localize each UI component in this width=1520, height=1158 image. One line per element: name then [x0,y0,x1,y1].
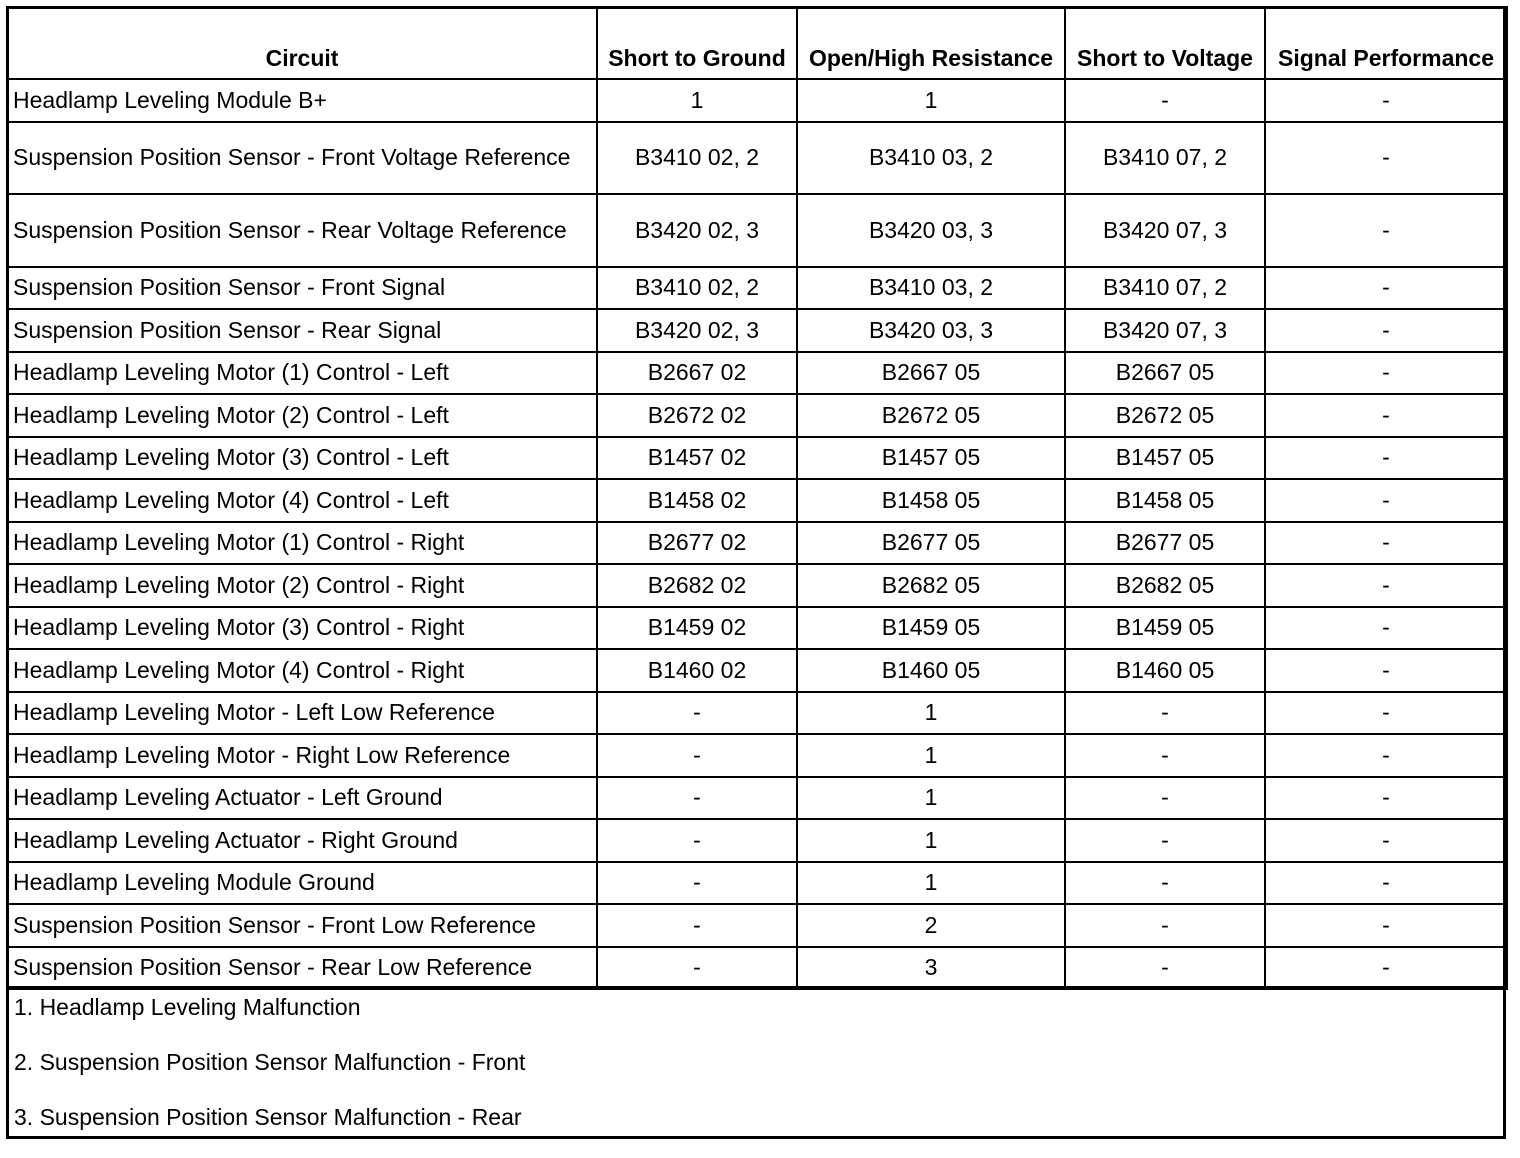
short-ground-cell: - [597,692,797,735]
circuit-cell: Headlamp Leveling Actuator - Right Ground [7,819,597,862]
open-high-cell: 1 [797,79,1065,122]
header-signal-performance: Signal Performance [1265,7,1507,79]
header-short-to-ground: Short to Ground [597,7,797,79]
short-ground-cell: B1460 02 [597,649,797,692]
open-high-cell: 1 [797,777,1065,820]
circuit-cell: Suspension Position Sensor - Rear Signal [7,309,597,352]
signal-performance-cell: - [1265,352,1507,395]
circuit-cell: Headlamp Leveling Motor (1) Control - Left [7,352,597,395]
circuit-cell: Suspension Position Sensor - Front Low Reference [7,904,597,947]
table-frame [6,6,1506,1139]
header-circuit: Circuit [7,7,597,79]
short-ground-cell: B3410 02, 2 [597,267,797,310]
signal-performance-cell: - [1265,564,1507,607]
short-ground-cell: 1 [597,79,797,122]
short-ground-cell: - [597,777,797,820]
open-high-cell: 2 [797,904,1065,947]
signal-performance-cell: - [1265,819,1507,862]
open-high-cell: B3410 03, 2 [797,122,1065,195]
short-ground-cell: B3420 02, 3 [597,309,797,352]
short-ground-cell: - [597,947,797,990]
short-voltage-cell: B3410 07, 2 [1065,122,1265,195]
short-voltage-cell: - [1065,947,1265,990]
signal-performance-cell: - [1265,734,1507,777]
short-voltage-cell: - [1065,862,1265,905]
short-ground-cell: - [597,862,797,905]
short-voltage-cell: - [1065,819,1265,862]
signal-performance-cell: - [1265,79,1507,122]
open-high-cell: 1 [797,734,1065,777]
circuit-cell: Headlamp Leveling Motor (2) Control - Left [7,394,597,437]
short-voltage-cell: B3410 07, 2 [1065,267,1265,310]
signal-performance-cell: - [1265,394,1507,437]
short-ground-cell: B2672 02 [597,394,797,437]
short-voltage-cell: B2672 05 [1065,394,1265,437]
short-ground-cell: - [597,904,797,947]
circuit-cell: Suspension Position Sensor - Front Signal [7,267,597,310]
open-high-cell: B2682 05 [797,564,1065,607]
footnote-1: 1. Headlamp Leveling Malfunction [14,994,361,1020]
signal-performance-cell: - [1265,309,1507,352]
open-high-cell: B1460 05 [797,649,1065,692]
short-voltage-cell: B2677 05 [1065,522,1265,565]
short-voltage-cell: - [1065,777,1265,820]
circuit-cell: Headlamp Leveling Motor (4) Control - Left [7,479,597,522]
open-high-cell: B3410 03, 2 [797,267,1065,310]
circuit-cell: Headlamp Leveling Motor (3) Control - Right [7,607,597,650]
footnote-3: 3. Suspension Position Sensor Malfunction - Rear [14,1104,522,1130]
signal-performance-cell: - [1265,522,1507,565]
circuit-cell: Headlamp Leveling Motor (3) Control - Left [7,437,597,480]
short-voltage-cell: - [1065,734,1265,777]
signal-performance-cell: - [1265,777,1507,820]
open-high-cell: B2672 05 [797,394,1065,437]
short-voltage-cell: B1457 05 [1065,437,1265,480]
header-short-to-voltage: Short to Voltage [1065,7,1265,79]
short-ground-cell: B3410 02, 2 [597,122,797,195]
short-voltage-cell: B2682 05 [1065,564,1265,607]
circuit-cell: Headlamp Leveling Motor (1) Control - Right [7,522,597,565]
open-high-cell: 1 [797,819,1065,862]
short-ground-cell: B2677 02 [597,522,797,565]
circuit-cell: Suspension Position Sensor - Rear Voltage Reference [7,194,597,267]
circuit-cell: Headlamp Leveling Motor - Left Low Reference [7,692,597,735]
short-voltage-cell: B3420 07, 3 [1065,309,1265,352]
footnote-2: 2. Suspension Position Sensor Malfunction - Front [14,1049,526,1075]
circuit-cell: Headlamp Leveling Actuator - Left Ground [7,777,597,820]
signal-performance-cell: - [1265,904,1507,947]
short-voltage-cell: - [1065,692,1265,735]
open-high-cell: 3 [797,947,1065,990]
open-high-cell: B1457 05 [797,437,1065,480]
short-ground-cell: B2667 02 [597,352,797,395]
circuit-cell: Headlamp Leveling Module Ground [7,862,597,905]
open-high-cell: B1458 05 [797,479,1065,522]
short-ground-cell: B1458 02 [597,479,797,522]
open-high-cell: 1 [797,692,1065,735]
open-high-cell: B3420 03, 3 [797,309,1065,352]
open-high-cell: B3420 03, 3 [797,194,1065,267]
signal-performance-cell: - [1265,649,1507,692]
circuit-cell: Headlamp Leveling Motor (4) Control - Right [7,649,597,692]
open-high-cell: B2667 05 [797,352,1065,395]
signal-performance-cell: - [1265,194,1507,267]
short-voltage-cell: - [1065,79,1265,122]
open-high-cell: B1459 05 [797,607,1065,650]
open-high-cell: B2677 05 [797,522,1065,565]
circuit-cell: Suspension Position Sensor - Rear Low Reference [7,947,597,990]
signal-performance-cell: - [1265,479,1507,522]
short-ground-cell: - [597,819,797,862]
signal-performance-cell: - [1265,947,1507,990]
circuit-cell: Suspension Position Sensor - Front Voltage Reference [7,122,597,195]
short-voltage-cell: - [1065,904,1265,947]
short-voltage-cell: B3420 07, 3 [1065,194,1265,267]
circuit-cell: Headlamp Leveling Motor - Right Low Reference [7,734,597,777]
short-ground-cell: B2682 02 [597,564,797,607]
signal-performance-cell: - [1265,607,1507,650]
open-high-cell: 1 [797,862,1065,905]
signal-performance-cell: - [1265,437,1507,480]
short-ground-cell: B3420 02, 3 [597,194,797,267]
signal-performance-cell: - [1265,692,1507,735]
signal-performance-cell: - [1265,267,1507,310]
short-voltage-cell: B1459 05 [1065,607,1265,650]
header-open-high-resistance: Open/High Resistance [797,7,1065,79]
short-ground-cell: B1459 02 [597,607,797,650]
short-voltage-cell: B1458 05 [1065,479,1265,522]
circuit-cell: Headlamp Leveling Motor (2) Control - Right [7,564,597,607]
circuit-cell: Headlamp Leveling Module B+ [7,79,597,122]
short-ground-cell: - [597,734,797,777]
short-ground-cell: B1457 02 [597,437,797,480]
short-voltage-cell: B1460 05 [1065,649,1265,692]
signal-performance-cell: - [1265,862,1507,905]
signal-performance-cell: - [1265,122,1507,195]
short-voltage-cell: B2667 05 [1065,352,1265,395]
